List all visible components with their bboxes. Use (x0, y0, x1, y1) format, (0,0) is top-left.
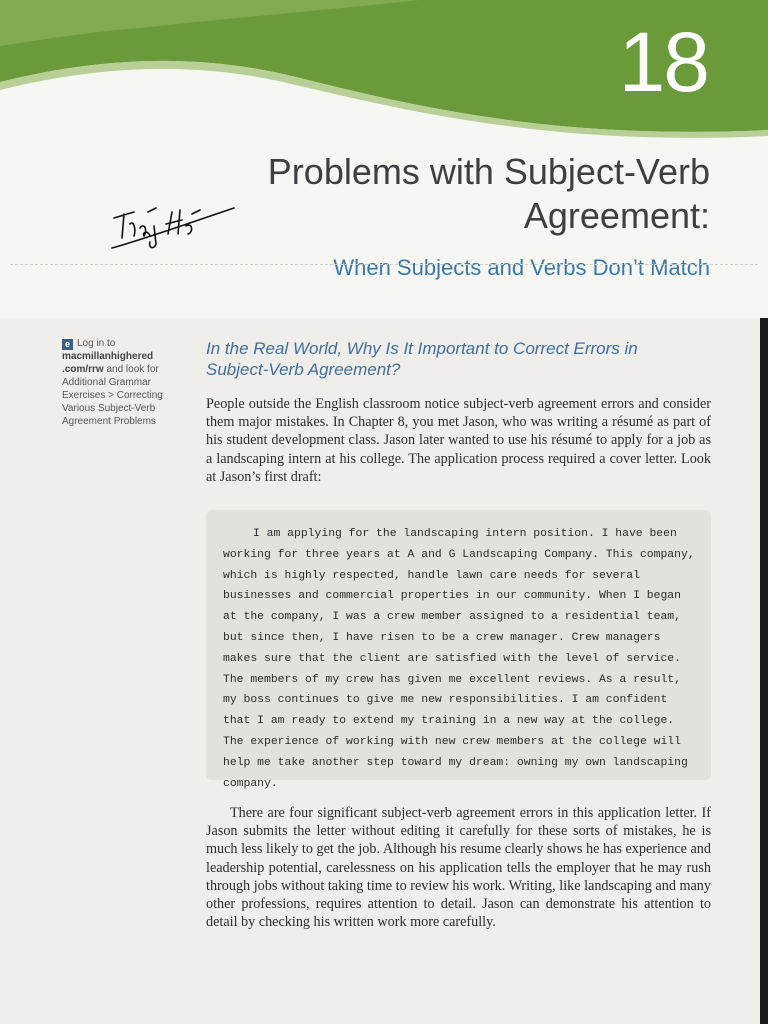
chapter-subtitle: When Subjects and Verbs Don’t Match (333, 255, 710, 280)
chapter-opener (0, 0, 768, 318)
margin-note (62, 337, 192, 428)
margin-note-intro: Log in to (77, 338, 116, 349)
handwritten-signature (108, 190, 238, 260)
section-heading: In the Real World, Why Is It Important to Correct Errors in Subject-Verb Agreement? (206, 339, 638, 379)
paragraph-analysis: There are four significant subject-verb agreement errors in this application letter. If Jason submits the letter without editing it carefully for these sorts of mistakes, he is much less likely to get the job. Although his resume clearly shows he has experience and leadership potential, carelessness on his application tells the employer that he may rush through jobs without taking time to review his work. Writing, like landscaping and many other professions, requires attention to detail. Jason can demonstrate his attention to detail by checking his written work more carefully. (206, 805, 711, 931)
paragraph-intro: People outside the English classroom notice subject-verb agreement errors and consider them major mistakes. In Chapter 8, you met Jason, who was writing a résumé as part of his student development class. Jason later wanted to use his résumé to apply for a job as a landscaping intern at his college. The application process required a cover letter. Look at Jason’s first draft: (206, 396, 711, 485)
margin-note-link[interactable]: macmillanhighered .com/rrw (62, 351, 154, 375)
cover-letter-draft: I am applying for the landscaping intern position. I have been working for three years at A and G Landscaping Company. This company, which is highly respected, handle lawn care needs for several businesses and commercial properties in our community. When I began at the company, I was a crew member assigned to a residential team, but since then, I have risen to be a crew manager. Crew managers makes sure that the client are satisfied with the level of service. The members of my crew has given me excellent reviews. As a result, my boss continues to give me new responsibilities. I am confident that I am ready to extend my training in a new way at the college. The experience of working with new crew members at the college will help me take another step toward my dream: owning my own landscaping company. (223, 528, 695, 790)
e-book-icon: e (62, 339, 73, 350)
divider (10, 264, 758, 265)
chapter-title: Problems with Subject-Verb Agreement: (267, 151, 710, 236)
margin-note-text: and look for Additional Grammar Exercises > Correcting Various Subject-Verb Agreement Problems (62, 364, 163, 427)
page-edge (760, 318, 768, 1024)
chapter-number: 18 (618, 15, 708, 109)
